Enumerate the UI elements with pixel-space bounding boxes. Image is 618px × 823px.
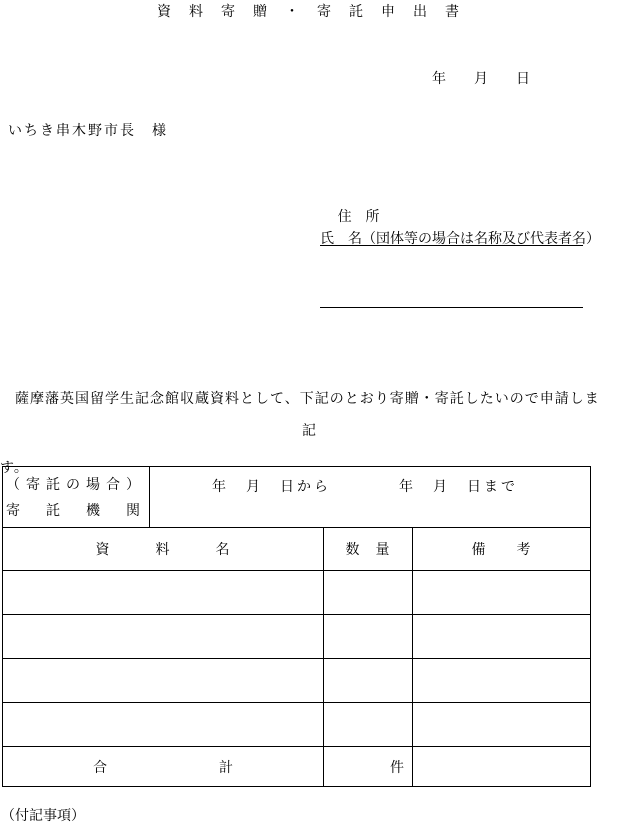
quantity-cell xyxy=(324,659,413,703)
materials-list-table xyxy=(2,527,591,787)
remarks-header: 備 考 xyxy=(413,528,591,571)
material-name-cell xyxy=(3,615,324,659)
body-line-1: 薩摩藩英国留学生記念館収蔵資料として、下記のとおり寄贈・寄託したいので申請しま xyxy=(0,390,600,406)
total-remarks-cell xyxy=(413,747,591,787)
remarks-cell xyxy=(413,703,591,747)
quantity-cell xyxy=(324,571,413,615)
deposit-period-table xyxy=(2,466,591,528)
address-label: 住 所 xyxy=(337,208,380,224)
material-name-cell xyxy=(3,659,324,703)
addressee-line: いちき串木野市長 様 xyxy=(8,122,168,138)
material-name-header: 資 料 名 xyxy=(3,528,324,571)
total-label-cell: 合 計 xyxy=(3,747,324,787)
table-row xyxy=(3,659,591,703)
signature-line xyxy=(320,290,583,308)
table-row xyxy=(3,615,591,659)
date-line: 年 月 日 xyxy=(432,70,530,86)
total-unit-cell: 件 xyxy=(324,747,413,787)
page-title: 資 料 寄 贈 ・ 寄 託 申 出 書 xyxy=(157,3,461,19)
quantity-cell xyxy=(324,703,413,747)
deposit-agency-label-cell xyxy=(3,467,150,528)
table-row xyxy=(3,571,591,615)
body-line-2: す。 xyxy=(0,459,29,475)
deposit-case-label: （寄託の場合） xyxy=(6,476,146,492)
remarks-cell xyxy=(413,615,591,659)
table-row xyxy=(3,703,591,747)
remarks-cell xyxy=(413,571,591,615)
materials-table xyxy=(2,466,591,787)
material-name-cell xyxy=(3,703,324,747)
table-header-row xyxy=(3,528,591,571)
quantity-header: 数 量 xyxy=(324,528,413,571)
quantity-cell xyxy=(324,615,413,659)
name-label: 氏 名（団体等の場合は名称及び代表者名） xyxy=(320,230,600,246)
record-marker: 記 xyxy=(302,422,316,438)
remarks-cell xyxy=(413,659,591,703)
deposit-period-cell: 年 月 日から 年 月 日まで xyxy=(150,467,591,528)
material-name-cell xyxy=(3,571,324,615)
deposit-period-row xyxy=(3,467,591,528)
postscript-label: （付記事項） xyxy=(1,807,85,823)
deposit-agency-label: 寄 託 機 関 xyxy=(6,502,146,518)
total-row xyxy=(3,747,591,787)
